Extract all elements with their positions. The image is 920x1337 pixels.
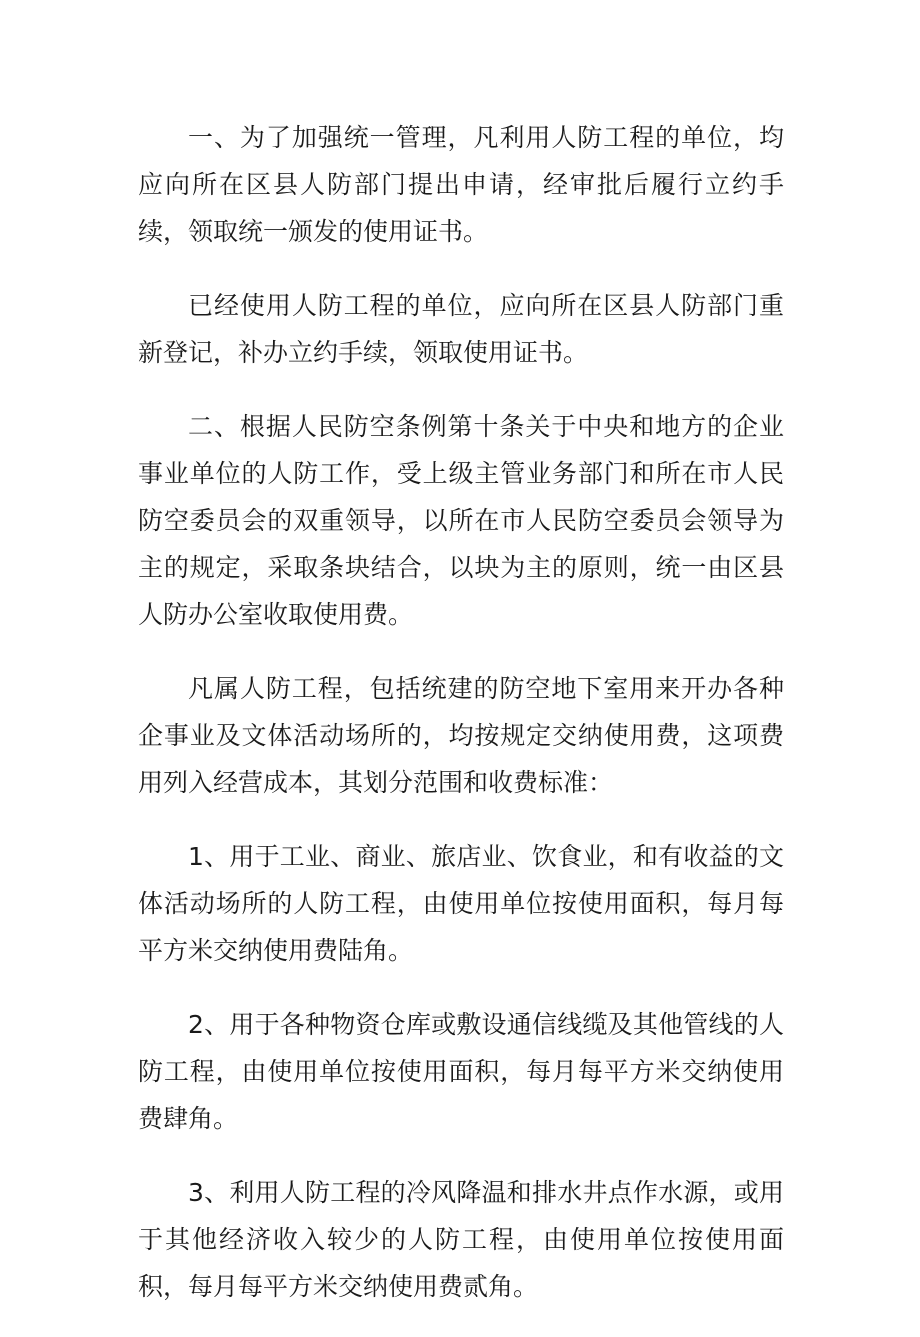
paragraph-3: 二、根据人民防空条例第十条关于中央和地方的企业事业单位的人防工作，受上级主管业务部门和所在市人民防空委员会的双重领导，以所在市人民防空委员会领导为主的规定，采取条块结合，以块为主的原则，统一由区县人防办公室收取使用费。 bbox=[138, 412, 784, 629]
paragraph-4: 凡属人防工程，包括统建的防空地下室用来开办各种企事业及文体活动场所的，均按规定交纳使用费，这项费用列入经营成本，其划分范围和收费标准： bbox=[138, 674, 784, 797]
paragraph-2: 已经使用人防工程的单位，应向所在区县人防部门重新登记，补办立约手续，领取使用证书。 bbox=[138, 291, 784, 367]
paragraph-5: 1、用于工业、商业、旅店业、饮食业，和有收益的文体活动场所的人防工程，由使用单位按使用面积，每月每平方米交纳使用费陆角。 bbox=[138, 842, 784, 965]
paragraph-1: 一、为了加强统一管理，凡利用人防工程的单位，均应向所在区县人防部门提出申请，经审批后履行立约手续，领取统一颁发的使用证书。 bbox=[138, 123, 784, 246]
document-body bbox=[138, 114, 784, 1337]
paragraph-6: 2、用于各种物资仓库或敷设通信线缆及其他管线的人防工程，由使用单位按使用面积，每月每平方米交纳使用费肆角。 bbox=[138, 1010, 784, 1133]
paragraph-7: 3、利用人防工程的冷风降温和排水井点作水源，或用于其他经济收入较少的人防工程，由使用单位按使用面积，每月每平方米交纳使用费贰角。 bbox=[138, 1178, 784, 1301]
